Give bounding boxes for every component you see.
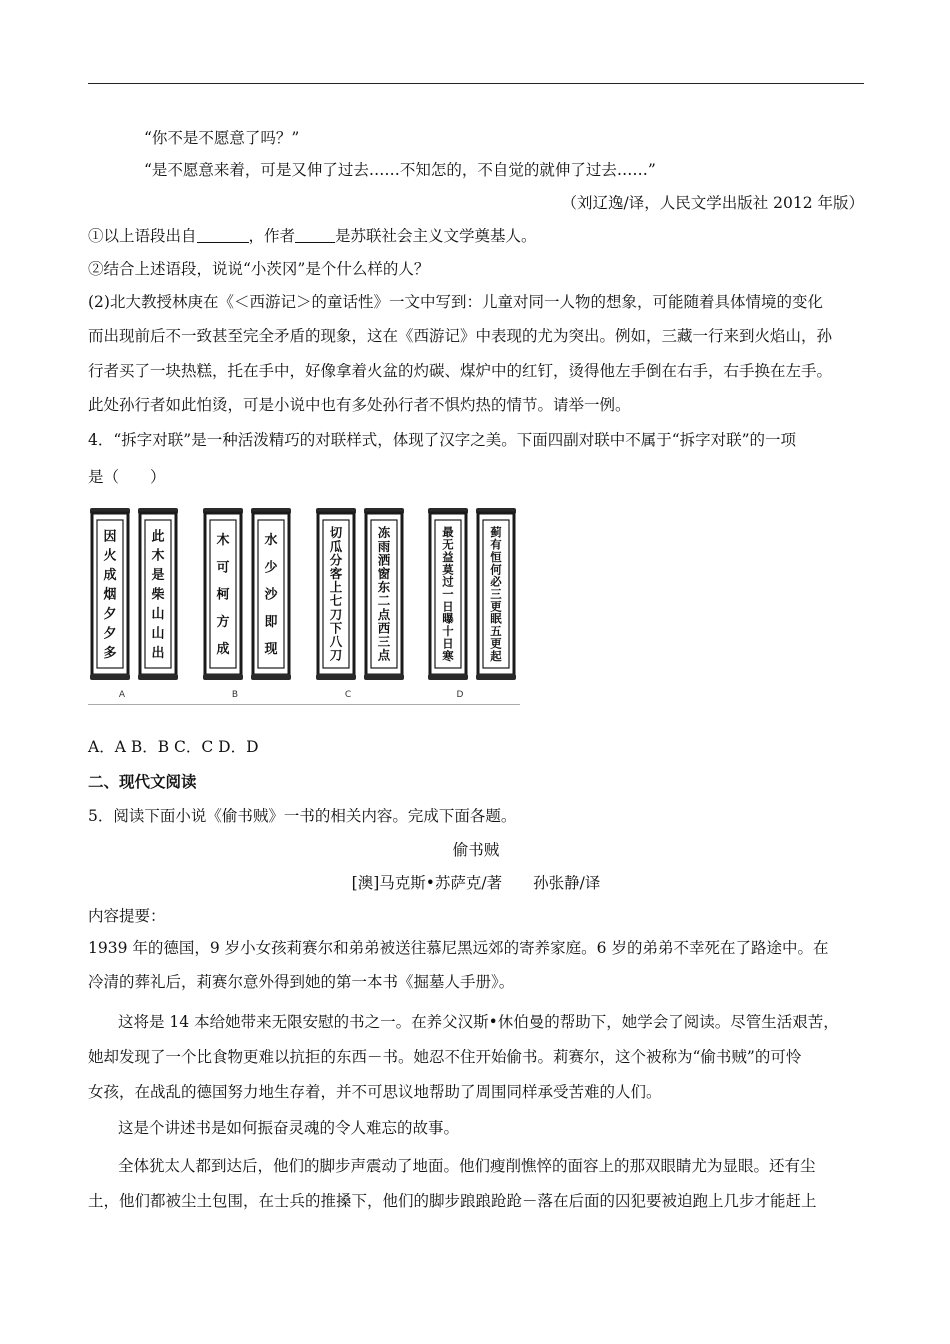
- couplet-scroll: [203, 508, 243, 680]
- couplet-char: 分: [329, 552, 343, 568]
- couplet-char: 寒: [442, 648, 454, 663]
- couplet-char: 此: [151, 529, 165, 545]
- couplet-char: 洒: [377, 552, 391, 568]
- book-title: 偷书贼: [452, 841, 500, 859]
- couplet-char: 即: [264, 614, 278, 630]
- couplet-char: 可: [216, 560, 230, 576]
- couplet-char: 方: [216, 614, 230, 630]
- couplet-scroll: [476, 508, 516, 680]
- summary-line-1: 1939 年的德国，9 岁小女孩莉赛尔和弟弟被送往慕尼黑远郊的寄养家庭。6 岁的弟弟不幸死在了路途中。在: [88, 939, 829, 957]
- couplet-scroll: [138, 508, 178, 680]
- couplets-figure: [88, 500, 520, 705]
- couplet-char: 二: [377, 593, 391, 609]
- couplet-char: 刀: [329, 606, 343, 622]
- citation: （刘辽逸/译，人民文学出版社 2012 年版）: [561, 194, 864, 212]
- couplet-char: 有: [490, 537, 502, 552]
- couplet-char: 成: [216, 641, 230, 657]
- summary-label: 内容提要：: [88, 907, 166, 925]
- question-3-part2-line-4: 此处孙行者如此怕烫，可是小说中也有多处孙行者不惧灼热的情节。请举一例。: [88, 396, 631, 414]
- question-3-part2-line-2: 而出现前后不一致甚至完全矛盾的现象，这在《西游记》中表现的尤为突出。例如，三藏一行来到火焰山，孙: [88, 327, 833, 345]
- couplet-char: 最: [442, 525, 454, 540]
- question-3-1-text-a: ①以上语段出自: [88, 227, 197, 245]
- couplet-char: 点: [377, 647, 391, 663]
- couplet-char: 冻: [377, 525, 391, 541]
- couplet-char: 眠: [490, 611, 502, 626]
- couplet-char: 出: [151, 645, 165, 661]
- couplet-char: 少: [264, 560, 278, 576]
- couplet-char: 下: [329, 620, 343, 636]
- couplet-char: 火: [103, 548, 117, 564]
- summary-line-6: 这是个讲述书是如何振奋灵魂的令人难忘的故事。: [118, 1119, 460, 1137]
- question-5: 5．阅读下面小说《偷书贼》一书的相关内容。完成下面各题。: [88, 807, 517, 825]
- couplet-char: 十: [442, 624, 454, 639]
- couplet-char: 成: [103, 568, 117, 584]
- couplet-label: A: [118, 690, 126, 700]
- couplet-char: 点: [377, 606, 391, 622]
- answer-blank-author[interactable]: [295, 227, 335, 243]
- question-3-2: ②结合上述语段，说说“小茨冈”是个什么样的人？: [88, 260, 430, 278]
- question-3-1-text-c: 是苏联社会主义文学奠基人。: [335, 227, 537, 245]
- couplet-char: 三: [490, 586, 502, 601]
- couplet-char: 八: [329, 633, 343, 649]
- couplet-char: 更: [490, 599, 502, 614]
- couplet-char: 雨: [377, 538, 391, 554]
- couplet-char: 必: [490, 574, 502, 589]
- couplet-scroll: [90, 508, 130, 680]
- couplet-char: 更: [490, 636, 502, 651]
- couplet-char: 瓜: [329, 538, 343, 554]
- couplet-char: 烟: [103, 587, 117, 603]
- couplet-char: 因: [103, 529, 117, 545]
- dialogue-line-1: “你不是不愿意了吗？”: [144, 129, 300, 147]
- question-3-part2-line-1: (2)北大教授林庚在《＜西游记＞的童话性》一文中写到：儿童对同一人物的想象，可能随着具体情境的变化: [88, 293, 823, 311]
- couplet-char: 五: [490, 624, 502, 639]
- question-3-1-text-b: ，作者: [248, 227, 296, 245]
- section-heading-modern-reading: 二、现代文阅读: [88, 773, 197, 791]
- couplet-char: 上: [329, 579, 343, 595]
- couplet-label: B: [231, 690, 239, 700]
- couplet-char: 刀: [329, 647, 343, 663]
- couplet-scroll: [316, 508, 356, 680]
- couplet-C: [316, 508, 404, 700]
- book-author: [澳]马克斯•苏萨克/著 孙张静/译: [351, 874, 601, 892]
- couplet-char: 切: [329, 525, 343, 541]
- couplet-char: 是: [151, 568, 165, 584]
- couplet-char: 夕: [103, 606, 117, 622]
- couplet-char: 柯: [216, 587, 230, 603]
- couplet-char: 日: [442, 599, 454, 614]
- couplet-char: 沙: [264, 587, 278, 603]
- summary-line-3: 这将是 14 本给她带来无限安慰的书之一。在养父汉斯•休伯曼的帮助下，她学会了阅读。尽管生活艰苦，: [118, 1013, 839, 1031]
- couplet-A: [90, 508, 178, 700]
- couplet-char: 东: [377, 579, 391, 595]
- couplet-char: 窗: [377, 565, 391, 581]
- couplet-char: 起: [490, 648, 502, 663]
- couplet-char: 西: [377, 620, 391, 636]
- couplet-char: 木: [216, 533, 230, 549]
- question-4-line-1: 4．“拆字对联”是一种活泼精巧的对联样式，体现了汉字之美。下面四副对联中不属于“拆字对联”的一项: [88, 431, 797, 449]
- summary-line-5: 女孩，在战乱的德国努力地生存着，并不可思议地帮助了周围同样承受苦难的人们。: [88, 1083, 662, 1101]
- answer-blank-source[interactable]: [197, 227, 249, 243]
- couplet-char: 夕: [103, 626, 117, 642]
- couplet-label: D: [456, 690, 464, 700]
- question-4-line-2: 是（ ）: [88, 468, 166, 486]
- couplet-label: C: [344, 690, 352, 700]
- couplet-char: 山: [151, 606, 165, 622]
- couplet-char: 三: [377, 633, 391, 649]
- excerpt-line-2: 土，他们都被尘土包围，在士兵的推搡下，他们的脚步踉踉跄跄－落在后面的囚犯要被迫跑上几步才能赶上: [88, 1192, 817, 1210]
- couplet-char: 莫: [442, 562, 454, 577]
- couplet-char: 客: [329, 565, 343, 581]
- couplet-char: 过: [442, 574, 454, 589]
- couplet-char: 多: [103, 645, 117, 661]
- couplet-char: 山: [151, 626, 165, 642]
- couplet-char: 七: [329, 593, 343, 609]
- couplet-char: 无: [442, 537, 454, 552]
- couplet-char: 蓟: [490, 525, 502, 540]
- couplet-scroll: [251, 508, 291, 680]
- couplet-char: 一: [442, 586, 454, 601]
- question-4-options: A．A B．B C．C D．D: [88, 738, 259, 756]
- couplet-char: 曝: [442, 611, 454, 626]
- couplet-char: 恒: [490, 549, 502, 564]
- question-3-1: [88, 226, 537, 246]
- excerpt-line-1: 全体犹太人都到达后，他们的脚步声震动了地面。他们瘦削憔悴的面容上的那双眼睛尤为显眼。还有尘: [118, 1157, 816, 1175]
- couplet-scroll: [428, 508, 468, 680]
- question-3-part2-line-3: 行者买了一块热糕，托在手中，好像拿着火盆的灼碳、煤炉中的红钉，烫得他左手倒在右手，右手换在左手。: [88, 362, 833, 380]
- couplet-scroll: [364, 508, 404, 680]
- summary-line-2: 冷清的葬礼后，莉赛尔意外得到她的第一本书《掘墓人手册》。: [88, 973, 515, 991]
- couplet-char: 益: [442, 549, 454, 564]
- couplet-char: 何: [490, 562, 502, 577]
- couplet-char: 日: [442, 636, 454, 651]
- couplets-illustration: [88, 500, 520, 705]
- couplet-char: 水: [264, 533, 278, 549]
- couplet-B: [203, 508, 291, 700]
- couplet-char: 木: [151, 548, 165, 564]
- figure-baseline: [88, 704, 520, 705]
- dialogue-line-2: “是不愿意来着，可是又伸了过去……不知怎的，不自觉的就伸了过去……”: [144, 161, 656, 179]
- header-rule: [88, 83, 864, 84]
- couplet-char: 柴: [151, 587, 165, 603]
- summary-line-4: 她却发现了一个比食物更难以抗拒的东西－书。她忍不住开始偷书。莉赛尔，这个被称为“偷书贼”的可怜: [88, 1048, 802, 1066]
- couplet-char: 现: [264, 641, 278, 657]
- couplet-D: [428, 508, 516, 700]
